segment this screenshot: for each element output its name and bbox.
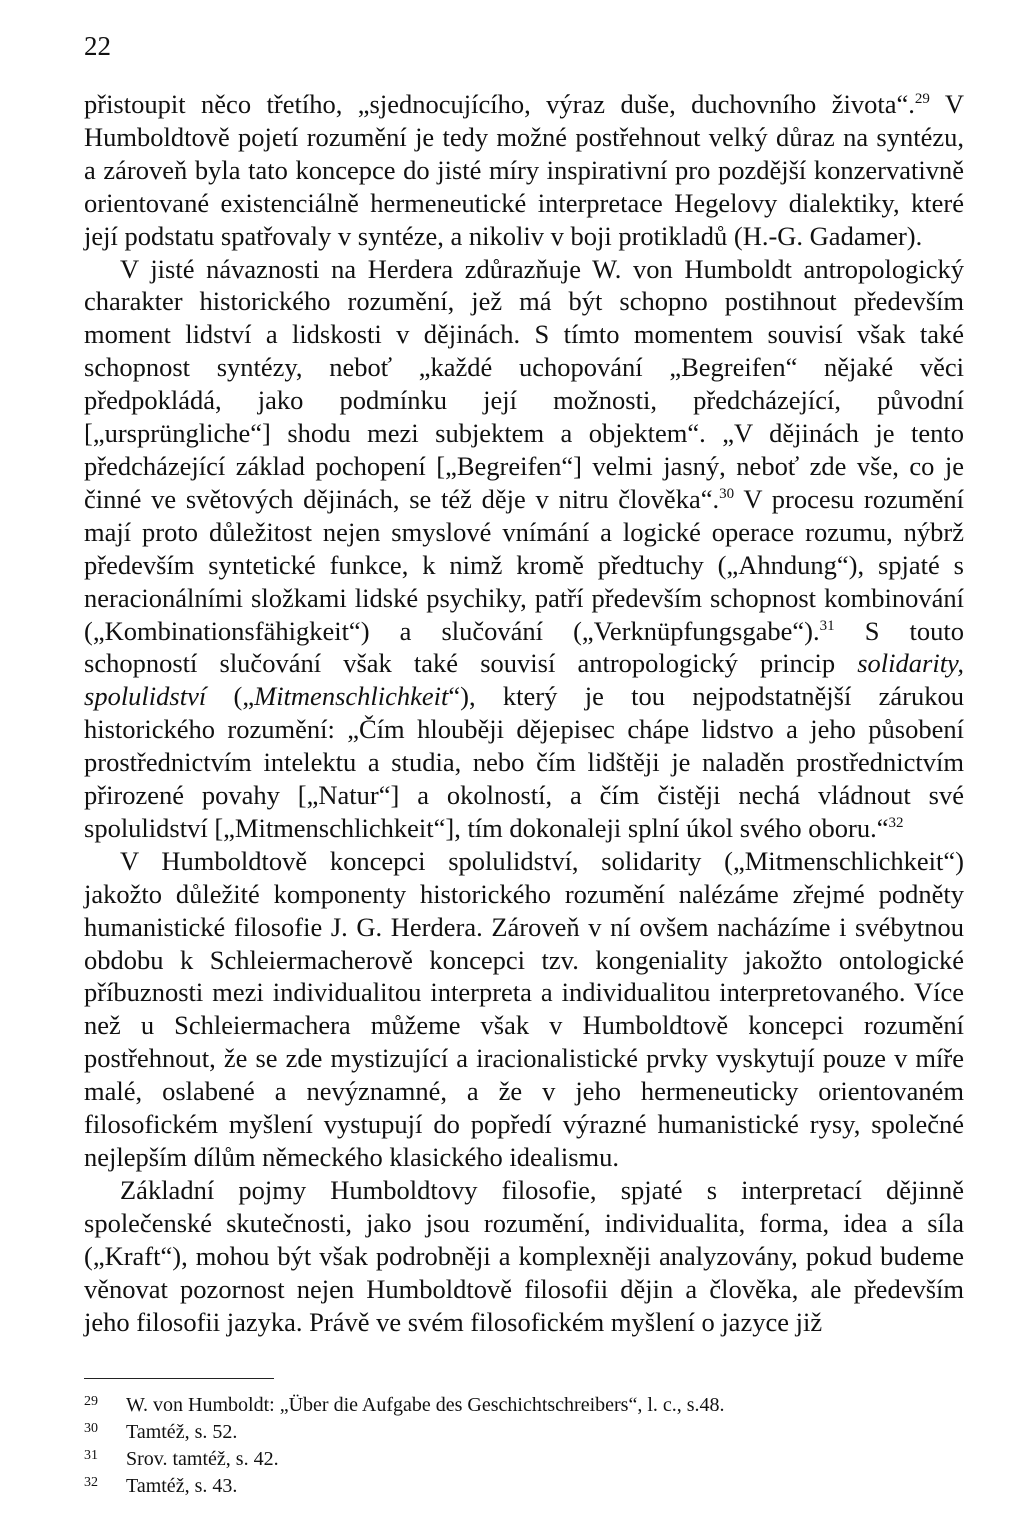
footnote-ref: 32 [888, 815, 904, 832]
footnote-divider [84, 1378, 274, 1379]
text-run: “), který je tou nejpodstatnější zárukou historického rozumění: „Čím hlouběji dějepisec chápe lidstvo a jeho působení prostřednictvím intelektu a studia, nebo čím lidštěji je naladěn prostřednictvím přirozené povahy [„Natur“] a okolností, a čím čistěji nechá vládnout své spolulidství [„Mitmenschlichkeit“], tím dokonaleji splní úkol svého oboru.“ [84, 681, 964, 843]
footnote-text: Srov. tamtéž, s. 42. [126, 1448, 279, 1470]
paragraph [84, 1174, 964, 1339]
text-run: („ [206, 681, 255, 712]
footnotes [84, 1392, 964, 1500]
footnote [84, 1392, 964, 1419]
italic-term: Mitmenschlichkeit [254, 681, 449, 712]
body-text [84, 88, 964, 1338]
footnote-ref: 29 [914, 91, 930, 108]
footnote-number: 30 [84, 1421, 98, 1436]
text-run: přistoupit něco třetího, „sjednocujícího, výraz duše, duchovního života“. [84, 89, 915, 119]
footnote [84, 1473, 964, 1500]
text-run: V procesu rozumění mají proto důležitost nejen smyslové vnímání a logické operace rozumu, nýbrž především syntetické funkce, k nimž kromě předtuchy („Ahndung“), spjaté s neracionálními složkami lidské psychiky, patří především schopnost kombinování („Kombinationsfähigkeit“) a slučování („Verknüpfungsgabe“). [84, 483, 965, 646]
paragraph [84, 845, 964, 1174]
page-number: 22 [84, 31, 111, 61]
footnote-ref: 30 [719, 486, 735, 503]
footnote-text: W. von Humboldt: „Über die Aufgabe des Geschichtschreibers“, l. c., s.48. [126, 1394, 725, 1416]
footnote-number: 32 [84, 1475, 98, 1490]
italic-term: solidarity, spolulidství [84, 648, 964, 712]
paragraph [84, 88, 964, 253]
footnote [84, 1446, 964, 1473]
text-run: Základní pojmy Humboldtovy filosofie, spjaté s interpretací dějinně společenské skutečnosti, jako jsou rozumění, individualita, forma, idea a síla („Kraft“), mohou být však podrobněji a komplexněji analyzovány, pokud budeme věnovat pozornost nejen Humboldtově filosofii dějin a člověka, ale především jeho filosofii jazyka. Právě ve svém filosofickém myšlení o jazyce již [84, 1174, 964, 1337]
text-run: V jisté návaznosti na Herdera zdůrazňuje W. von Humboldt antropologický charakter historického rozumění, jež má být schopno postihnout především moment lidství a lidskosti v dějinách. S tímto momentem souvisí však také schopnost syntézy, neboť „každé uchopování „Begreifen“ nějaké věci předpokládá, jako podmínku její možnosti, předcházející, původní [„ursprüngliche“] shodu mezi subjektem a objektem“. „V dějinách je tento předcházející základ pochopení [„Begreifen“] velmi jasný, neboť zde vše, co je činné ve světových dějinách, se též děje v nitru člověka“. [84, 253, 964, 514]
footnote-text: Tamtéž, s. 43. [126, 1475, 238, 1497]
footnote-ref: 31 [819, 617, 835, 634]
text-run: V Humboldtově koncepci spolulidství, solidarity („Mitmenschlichkeit“) jakožto důležité komponenty historického rozumění nalézáme zřejmé podněty humanistické filosofie J. G. Herdera. Zároveň v ní ovšem nacházíme i svébytnou obdobu k Schleiermacherově koncepci tzv. kongeniality jakožto ontologické příbuznosti mezi individualitou interpreta a individualitou interpretovaného. Více než u Schleiermachera můžeme však v Humboldtově koncepci rozumění postřehnout, že se zde mystizující a iracionalistické prvky vyskytují pouze v míře malé, oslabené a nevýznamné, a že v jeho hermeneuticky orientovaném filosofickém myšlení vystupují do popředí výrazné humanistické rysy, společné nejlepším dílům německého klasického idealismu. [84, 845, 964, 1172]
footnote-text: Tamtéž, s. 52. [126, 1421, 238, 1443]
footnote [84, 1419, 964, 1446]
text-run: S touto schopností slučování však také souvisí antropologický princip [84, 615, 964, 679]
footnote-number: 29 [84, 1394, 98, 1409]
text-run: V Humboldtově pojetí rozumění je tedy možné postřehnout velký důraz na syntézu, a zároveň byla tato koncepce do jisté míry inspirativní pro pozdější konzervativně orientované existenciálně hermeneutické interpretace Hegelovy dialektiky, které její podstatu spatřovaly v syntéze, a nikoliv v boji protikladů (H.-G. Gadamer). [84, 89, 964, 251]
footnote-number: 31 [84, 1448, 98, 1463]
paragraph [84, 253, 964, 845]
